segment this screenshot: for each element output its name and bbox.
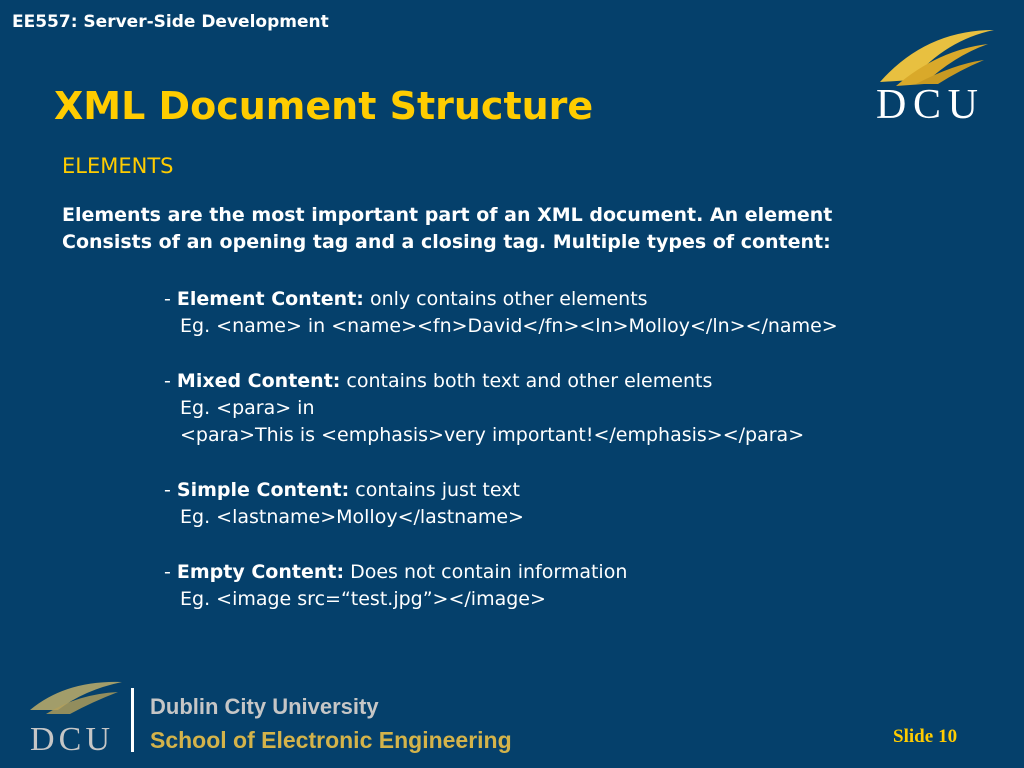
item-dash: - <box>164 370 177 392</box>
university-name: Dublin City University <box>150 694 379 719</box>
section-heading: ELEMENTS <box>62 154 174 178</box>
slide-number <box>893 726 957 748</box>
item-desc: contains just text <box>349 479 520 501</box>
intro-paragraph <box>62 202 1002 256</box>
item-term: Empty Content: <box>176 561 345 583</box>
item-dash: - <box>164 479 177 501</box>
footer-divider <box>131 688 134 752</box>
item-desc: only contains other elements <box>363 288 648 310</box>
list-item <box>164 559 1004 613</box>
item-example: Eg. <name> in <name><fn>David</fn><ln>Molloy</ln></name> <box>180 315 838 337</box>
list-item <box>164 368 1004 449</box>
item-desc: Does not contain information <box>344 561 628 583</box>
item-dash: - <box>164 288 177 310</box>
dcu-footer-logo <box>22 680 142 760</box>
content-types-list <box>164 286 1004 641</box>
item-desc: contains both text and other elements <box>340 370 713 392</box>
item-dash: - <box>164 561 177 583</box>
dcu-logo <box>866 22 1006 132</box>
slide-number-value: 10 <box>938 726 958 747</box>
item-term: Mixed Content: <box>176 370 341 392</box>
item-example: Eg. <lastname>Molloy</lastname> <box>180 506 524 528</box>
item-example: Eg. <para> in <box>180 397 315 419</box>
list-item <box>164 477 1004 531</box>
intro-line-1: Elements are the most important part of an XML document. An element <box>62 204 833 226</box>
intro-line-2: Consists of an opening tag and a closing tag. Multiple types of content: <box>62 231 831 253</box>
item-example: Eg. <image src=“test.jpg”></image> <box>180 588 546 610</box>
footer-logo-text: DCU <box>30 721 110 758</box>
item-term: Element Content: <box>176 288 364 310</box>
school-name: School of Electronic Engineering <box>150 727 512 753</box>
logo-text: DCU <box>876 82 978 128</box>
item-example: <para>This is <emphasis>very important!</emphasis></para> <box>180 424 805 446</box>
slide-title: XML Document Structure <box>54 84 594 128</box>
list-item <box>164 286 1004 340</box>
course-title: EE557: Server-Side Development <box>12 12 329 32</box>
slide-label: Slide <box>893 726 934 747</box>
item-term: Simple Content: <box>176 479 350 501</box>
